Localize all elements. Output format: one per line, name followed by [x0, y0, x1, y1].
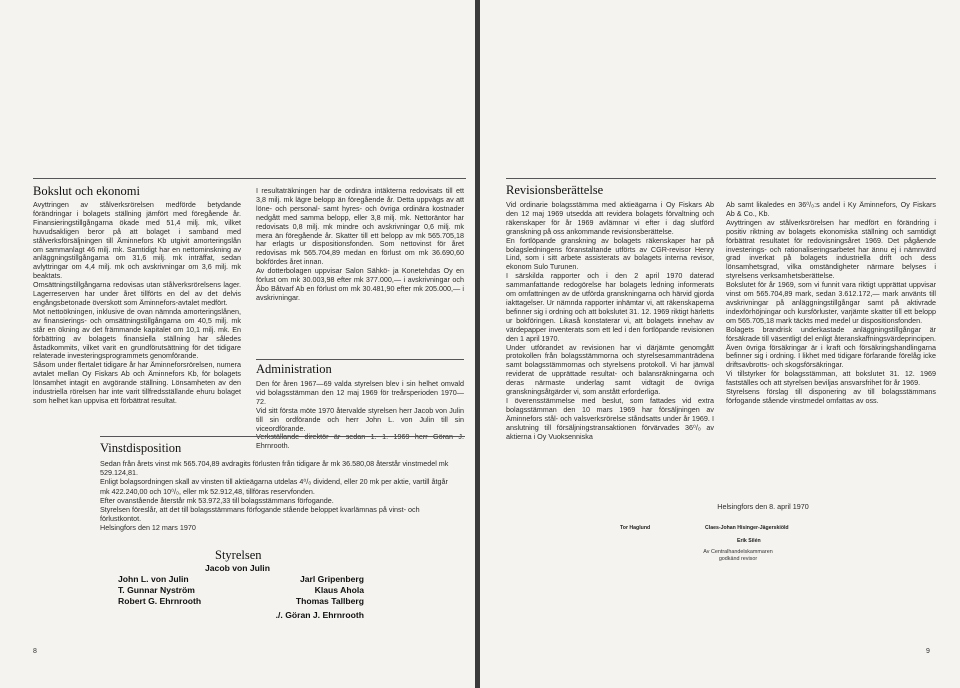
- paragraph: Ehrnrooth.: [256, 441, 290, 451]
- bokslut-column: [33, 201, 241, 406]
- chair-signature: [205, 563, 270, 574]
- revision-column-2: [726, 201, 936, 406]
- signer-name: T. Gunnar Nyström: [118, 585, 195, 595]
- note-line: Av Centralhandelskammaren: [703, 549, 773, 555]
- paragraph: I särskilda rapporter och i den 2 april 1970 daterad sammanfattande redogörelse har bolagets ledning informerats om omfattningen av de utförda granskningarna och härvid gjorda iakttagelser. Ur nämnda rapporter inhämtar vi, att räkenskaperna befinner sig i ordning och att bokslutet 31. 12. 1969 riktigt härletts ur bokföringen. Likaså konstaterar vi, att bolagets innehav av värdepapper inventerats som ett led i den fortlöpande revisionen den 1 april 1970.: [506, 271, 714, 343]
- signer-name: Thomas Tallberg: [295, 596, 364, 606]
- paragraph: Enligt bolagsordningen skall av vinsten till aktieägarna utdelas 4⁰/₀ dividend, eller 20 mk per aktie, vartill åtgår mk 422.240,00 och 10⁰/₀, eller mk 52.912,48, tillföras reservfonden.: [100, 477, 448, 496]
- admin-rule: [256, 359, 464, 360]
- auditor-signature: Tor Haglund: [620, 525, 651, 531]
- bokslut-heading: Bokslut och ekonomi: [33, 184, 140, 198]
- styrelsen-heading: Styrelsen: [215, 548, 262, 562]
- paragraph: Efter ovanstående återstår mk 53.972,33 till bolagsstämmans förfogande.: [100, 495, 334, 505]
- audit-date: Helsingfors den 8. april 1970: [717, 502, 809, 511]
- paragraph: I överensstämmelse med beslut, som fattades vid extra bolagsstämman den 10 mars 1969 har försäljningen av Äminnefors stål- och valsverksrörelse ståndsatts under år 1969. I anslutning till försäljningstransaktionen förvärvades 36⁰/₀ av aktierna i Oy Vuoksenniska: [506, 395, 714, 441]
- paragraph: Mot nettoökningen, inklusive de ovan nämnda amorteringslånen, av finansierings- och omsättningstillgångarna om 40,5 milj. mk står en ökning av det främmande kapitalet om 10,1 milj. mk. En förbättring av bolagets finansiella ställning har således åstadkommits, vilket varit en grundförutsättning för det tidigare relaterade investeringsprogrammets genomförande.: [33, 306, 241, 361]
- vinstdisposition-text: [100, 459, 455, 533]
- page-number: 8: [33, 648, 37, 655]
- vinstdisposition-heading: Vinstdisposition: [100, 441, 182, 455]
- administration-column: [256, 380, 464, 451]
- paragraph: En fortlöpande granskning av bolagets räkenskaper har på bolagsledningens föranstaltande utförts av CGR-revisor Henry Lind, som i sitt arbete assisterats av bolagets interna revisor, ekonom Sulo Turunen.: [506, 235, 714, 272]
- paragraph: Såsom under flertalet tidigare år har Äminneforsrörelsen, numera avtalet mellan Oy Fiskars Ab och Äminnefors Kb, för bolagets lönsamhet intagit en avgörande ställning. Lönsamheten av den industriella rörelsen har inte varit tillfredsställande ehuru bolaget som helhet kan uppvisa ett förbättrat resultat.: [33, 360, 241, 405]
- page-number: 9: [926, 648, 930, 655]
- revision-column-1: [506, 201, 714, 441]
- revision-heading: Revisionsberättelse: [506, 183, 604, 197]
- paragraph: Omsättningstillgångarna redovisas utan stålverksrörelsens lager. Lagerreserven har under året tillförts en del av det delvis engångsbetonade överskott som Äminnefors-avtalet medfört.: [33, 280, 241, 307]
- date-line: Helsingfors den 12 mars 1970: [100, 523, 196, 533]
- signer-name: ./. Göran J. Ehrnrooth: [275, 610, 364, 620]
- vinst-rule: [100, 436, 465, 437]
- signers-right: [270, 574, 364, 621]
- signers-left: [118, 574, 201, 607]
- paragraph: Styrelsens förslag till disponering av till bolagsstämmans förfogande stående vinstmedel omfattas av oss.: [726, 387, 936, 405]
- right-page: [480, 0, 960, 688]
- paragraph: Bolagets brandrisk underkastade anläggningstillgångar är försäkrade till väsentligt del enligt återanskaffningsvärdeprincipen. Även övriga försäkringar är i kraft och försäkringshandlingarna befinner sig i ordning. I likhet med tidigare förfarande förelåg icke driftsavbrotts- och skogsförsäkringar.: [726, 324, 936, 370]
- resultat-column: [256, 187, 464, 303]
- paragraph: Den för åren 1967—69 valda styrelsen blev i sin helhet omvald vid bolagsstämman den 12 maj 1969 för treårsperioden 1970—72.: [256, 379, 464, 406]
- top-rule: [33, 178, 466, 179]
- note-line: godkänd revisor: [718, 556, 758, 562]
- signer-name: John L. von Julin: [118, 574, 189, 584]
- administration-heading: Administration: [256, 362, 332, 376]
- paragraph: Bokslutet för år 1969, som vi funnit vara riktigt upprättat uppvisar vinst om 565.704,89 mark, sedan 3.612.172,— mark använts till avskrivningar på anläggningstillgångar samt på aktivrade indexförhöjningar och kursförluster, varjämte skatter till ett belopp om 565.705,18 mark täckts med medel ur dispositionsfonden.: [726, 280, 936, 325]
- paragraph: Av dotterbolagen uppvisar Salon Sähkö- ja Konetehdas Oy en förlust om mk 30.003,98 efter mk 377.000,— i avskrivningar och Åbo Båtvarf Ab en förlust om mk 30.481,90 efter mk 205.000,— i avskrivningar.: [256, 266, 464, 302]
- auditor-signature: Claes-Johan Hisinger-Jägerskiöld: [705, 525, 789, 531]
- paragraph: Vi tillstyrker för bolagsstämman, att bokslutet 31. 12. 1969 fastställes och att styrelsen beviljas ansvarsfrihet för år 1969.: [726, 369, 936, 388]
- signer-name: Klaus Ahola: [314, 585, 364, 595]
- paragraph: Sedan från årets vinst mk 565.704,89 avdragits förlusten från tidigare år mk 36.580,08 återstår vinstmedel mk 529.124,81.: [100, 459, 449, 478]
- signer-name: Jarl Gripenberg: [300, 574, 364, 584]
- paragraph: Ab samt likaledes en 36⁰/₀:s andel i Ky Äminnefors, Oy Fiskars Ab & Co., Kb.: [726, 200, 936, 218]
- paragraph: Styrelsen föreslår, att det till bolagsstämmans förfogande stående beloppet kvarlämnas på vinst- och förlustkontot.: [100, 505, 420, 524]
- top-rule: [506, 178, 936, 179]
- paragraph: Avyttringen av stålverksrörelsen har medfört en förändring i positiv riktning av bolagets ekonomiska ställning och samtidigt förbättrat resultatet för redovisningsåret 1969. Det pågående investerings- och rationaliseringsarbetet har ännu ej i nämnvärd grad inverkat på bolagets industriella drift och dess lönsamhetsgrad, vilka omständigheter närmare belyses i styrelsens verksamhetsberättelse.: [726, 217, 936, 281]
- paragraph: Vid ordinarie bolagsstämma med aktieägarna i Oy Fiskars Ab den 12 maj 1969 utsedda att revidera bolagets förvaltning och räkenskaper för år 1969 avlämnar vi efter i dag slutförd granskning på oss ankommande revisionsberättelse.: [506, 200, 714, 236]
- auditor-signature: Erik Silén: [737, 538, 761, 544]
- auditor-note: [668, 549, 808, 563]
- signer-name: Jacob von Julin: [205, 563, 270, 573]
- left-page: [0, 0, 475, 688]
- paragraph: I resultaträkningen har de ordinära intäkterna redovisats till ett 3,8 milj. mk lägre belopp än föregående år. Detta uppvägs av att löne- och personal- samt hyres- och övriga ordinära kostnader nedgått med samma belopp, eller 3,8 milj. mk. Nettoräntor har redovisats 0,8 milj. mk mindre och avskrivningar 0,6 milj. mk mera än föregående år. Skatter till ett belopp av mk 565.705,18 har erlagts ur dispositionsfonden. Som nettovinst för året redovisas mk 565.704,89 medan en förlust om mk 36.690,60 bokfördes året innan.: [256, 186, 464, 267]
- paragraph: Under utförandet av revisionen har vi därjämte genomgått protokollen från bolagsstämmorna och styrelsesammanträdena samt bolagsstämmornas och styrelsens protokoll. Vi har jämväl reviderat de upprättade resultat- och balansräkningarna och deras närmaste underlag samt vidtagit de övriga granskningsåtgärder vi, som anstått erforderliga.: [506, 342, 714, 397]
- signer-name: Robert G. Ehrnrooth: [118, 596, 202, 606]
- paragraph: Vid sitt första möte 1970 återvalde styrelsen herr Jacob von Julin till sin ordförande och herr John L. von Julin till sin viceordförande.: [256, 405, 464, 433]
- paragraph: Avyttringen av stålverksrörelsen medförde betydande förändringar i bolagets ställning jämfört med föregående år. Finansieringstillgångarna ökade med 51,4 milj. mk, vilket huvudsakligen beror på att bolaget i samband med stålverksförsäljningen till Äminnefors Kb utgivit amorteringslån om sammanlagt 46 milj. mk. Samtidigt har en nettominskning av anläggningstillgångarna om 31,6 milj. mk inträffat, sedan avlyttringar om 4,4 milj. mk och avskrivningar om 3,6 milj. mk beaktats.: [33, 200, 241, 281]
